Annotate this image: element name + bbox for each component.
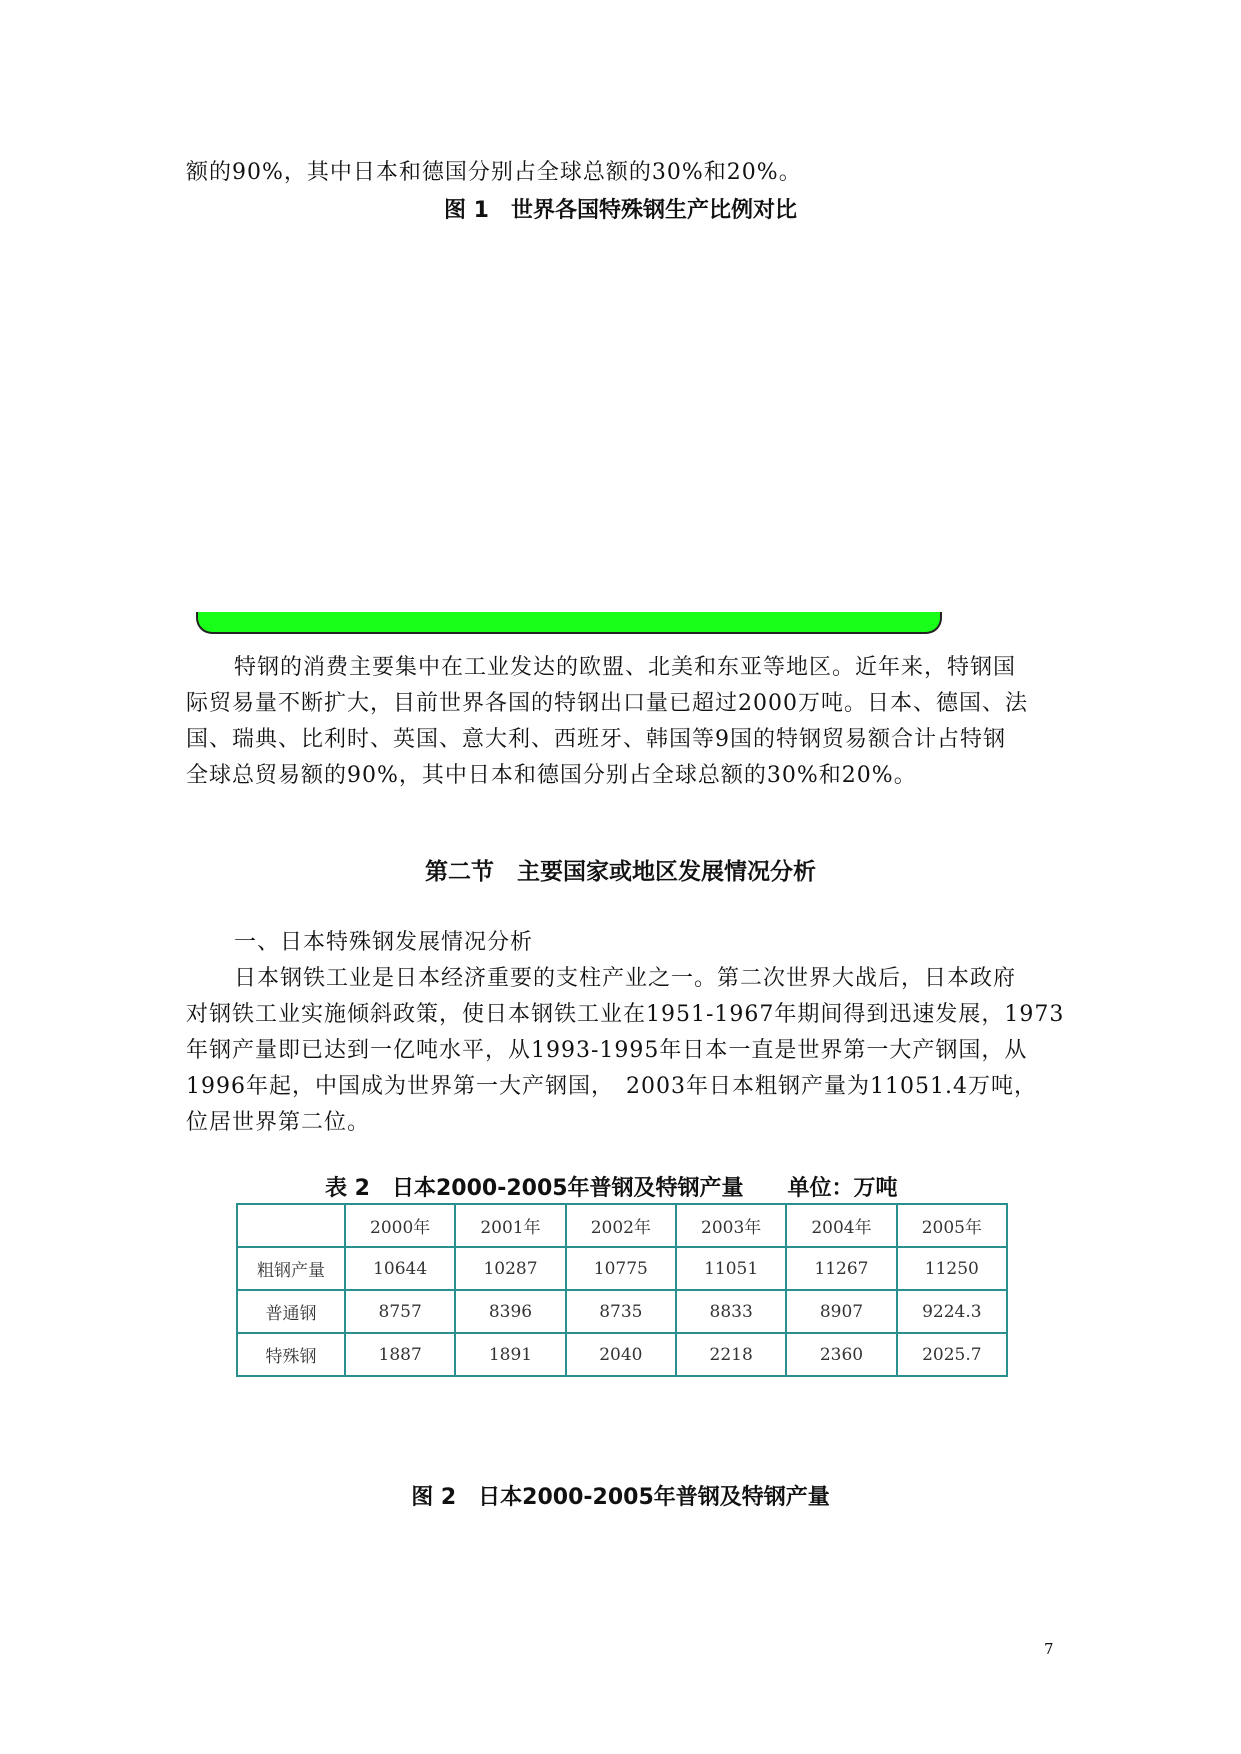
table-header-row (237, 1204, 1007, 1247)
paragraph-2 (186, 961, 1064, 1141)
subsection-title: 一、日本特殊钢发展情况分析 (234, 930, 534, 955)
figure-2-title: 图 2 日本2000-2005年普钢及特钢产量 (411, 1485, 830, 1510)
paragraph-2-line: 位居世界第二位。 (186, 1110, 371, 1135)
paragraph-1-line: 特钢的消费主要集中在工业发达的欧盟、北美和东亚等地区。近年来，特钢国 (234, 655, 1017, 680)
paragraph-2-line: 对钢铁工业实施倾斜政策，使日本钢铁工业在1951-1967年期间得到迅速发展，1973 (186, 1002, 1065, 1027)
table-row (237, 1333, 1007, 1376)
paragraph-1-line: 全球总贸易额的90%，其中日本和德国分别占全球总额的30%和20%。 (186, 763, 917, 788)
table-cell: 11051 (676, 1247, 786, 1290)
paragraph-1-line: 国、瑞典、比利时、英国、意大利、西班牙、韩国等9国的特钢贸易额合计占特钢 (186, 727, 1006, 752)
table-cell: 8833 (676, 1290, 786, 1333)
production-table (236, 1203, 1008, 1377)
table-cell: 1887 (345, 1333, 455, 1376)
page-number: 7 (1044, 1640, 1054, 1658)
section-title: 第二节 主要国家或地区发展情况分析 (425, 859, 816, 885)
row-label: 普通钢 (237, 1290, 345, 1333)
figure-1-area (196, 235, 942, 610)
table-cell: 8907 (786, 1290, 896, 1333)
header-cell: 2003年 (676, 1204, 786, 1247)
table-cell: 9224.3 (897, 1290, 1007, 1333)
row-label: 粗钢产量 (237, 1247, 345, 1290)
paragraph-2-line: 年钢产量即已达到一亿吨水平，从1993-1995年日本一直是世界第一大产钢国，从 (186, 1038, 1028, 1063)
table-cell: 2218 (676, 1333, 786, 1376)
figure-1-green-bar (196, 612, 942, 634)
header-cell: 2001年 (455, 1204, 565, 1247)
intro-fragment: 额的90%，其中日本和德国分别占全球总额的30%和20%。 (186, 160, 802, 185)
table-cell: 10644 (345, 1247, 455, 1290)
table-cell: 10287 (455, 1247, 565, 1290)
header-cell: 2002年 (566, 1204, 676, 1247)
table-cell: 2360 (786, 1333, 896, 1376)
header-cell: 2000年 (345, 1204, 455, 1247)
table-2-title: 表 2 日本2000-2005年普钢及特钢产量 单位：万吨 (325, 1176, 898, 1201)
table-cell: 11267 (786, 1247, 896, 1290)
table-cell: 11250 (897, 1247, 1007, 1290)
table-row (237, 1247, 1007, 1290)
paragraph-2-line: 日本钢铁工业是日本经济重要的支柱产业之一。第二次世界大战后，日本政府 (234, 966, 1017, 991)
table-cell: 2040 (566, 1333, 676, 1376)
table-cell: 1891 (455, 1333, 565, 1376)
table-row (237, 1290, 1007, 1333)
row-label: 特殊钢 (237, 1333, 345, 1376)
paragraph-1 (186, 650, 1028, 794)
figure-1-title: 图 1 世界各国特殊钢生产比例对比 (444, 198, 797, 223)
header-cell: 2005年 (897, 1204, 1007, 1247)
paragraph-2-line: 1996年起，中国成为世界第一大产钢国， 2003年日本粗钢产量为11051.4万吨， (186, 1074, 1037, 1099)
paragraph-1-line: 际贸易量不断扩大，目前世界各国的特钢出口量已超过2000万吨。日本、德国、法 (186, 691, 1028, 716)
table-cell: 10775 (566, 1247, 676, 1290)
table-cell: 8757 (345, 1290, 455, 1333)
table-cell: 2025.7 (897, 1333, 1007, 1376)
header-cell (237, 1204, 345, 1247)
table-cell: 8396 (455, 1290, 565, 1333)
table-cell: 8735 (566, 1290, 676, 1333)
header-cell: 2004年 (786, 1204, 896, 1247)
